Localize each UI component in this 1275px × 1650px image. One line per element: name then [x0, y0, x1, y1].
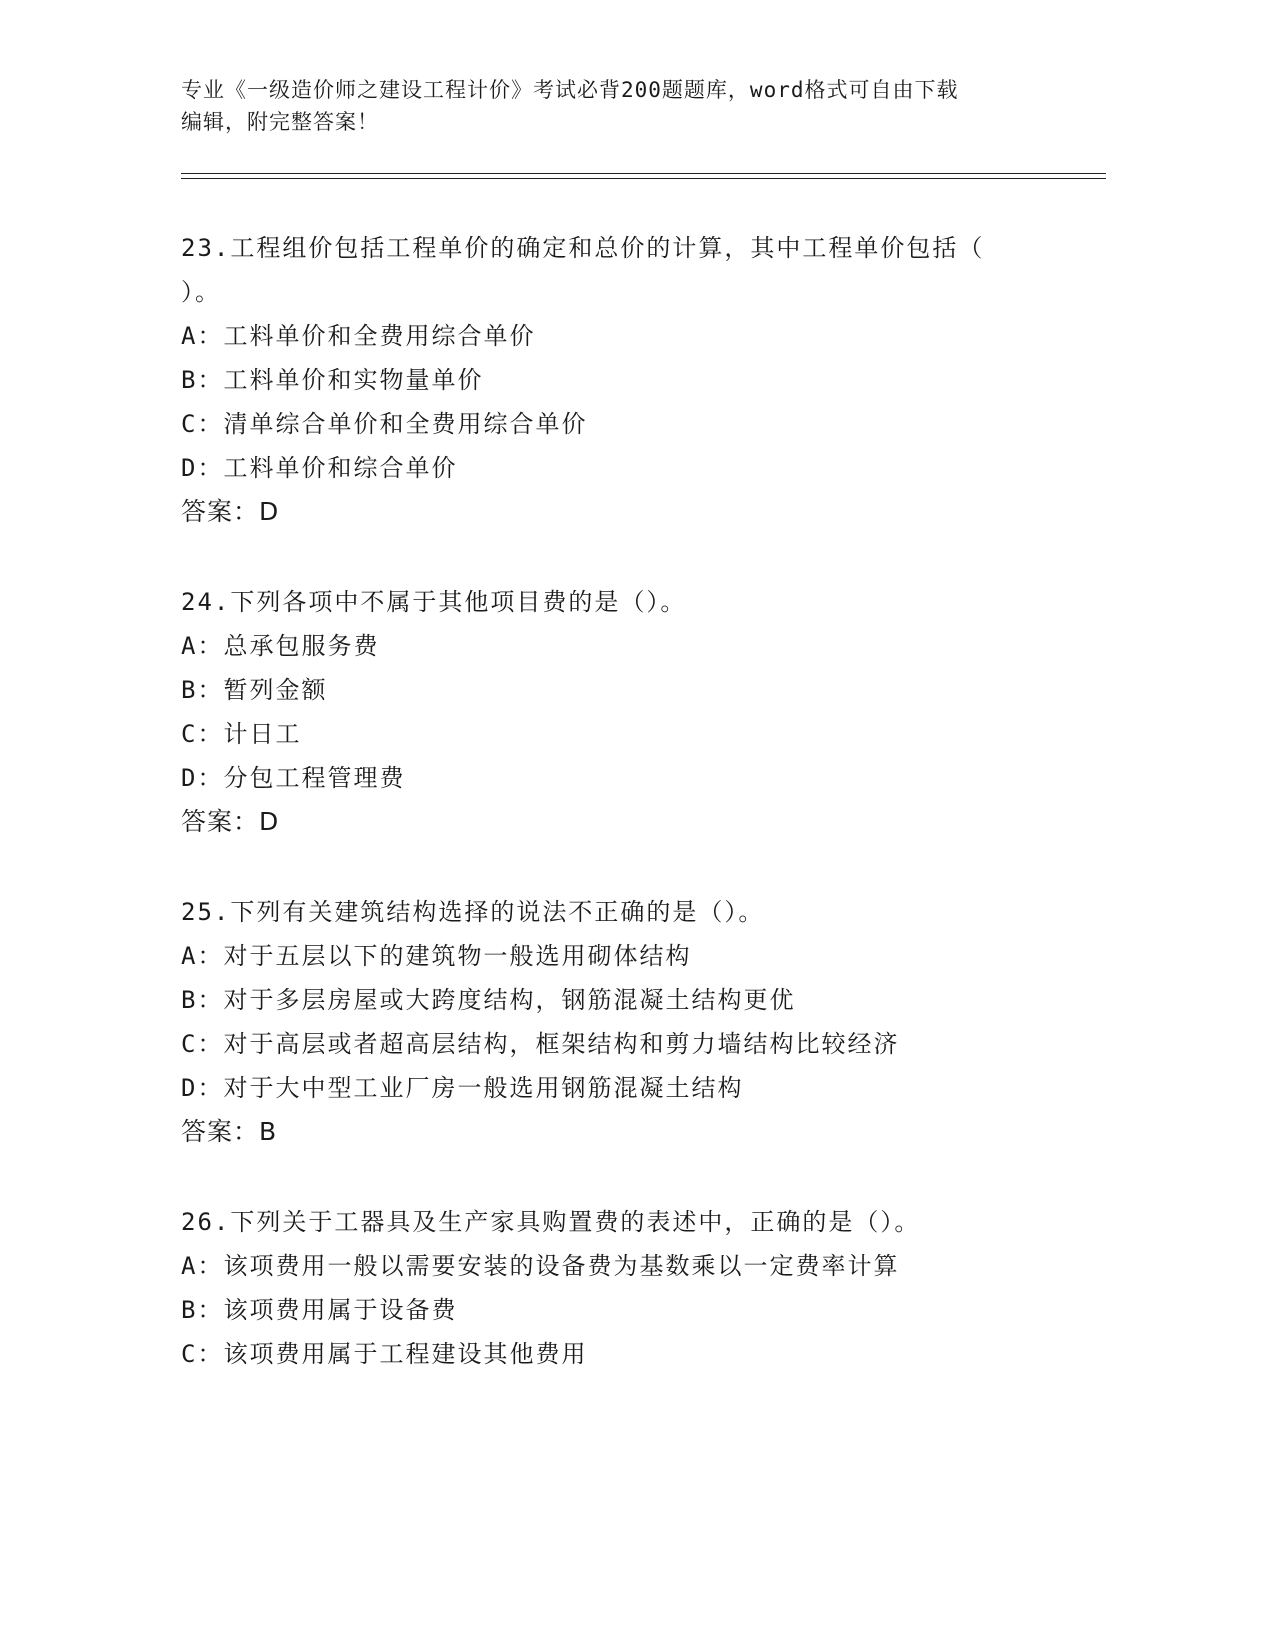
question-list	[181, 226, 1081, 1422]
option-d: D：对于大中型工业厂房一般选用钢筋混凝土结构	[181, 1074, 744, 1102]
option-d: D：工料单价和综合单价	[181, 454, 458, 482]
option-a: A：对于五层以下的建筑物一般选用砌体结构	[181, 942, 692, 970]
option-b: B：工料单价和实物量单价	[181, 366, 484, 394]
option-c: C：对于高层或者超高层结构，框架结构和剪力墙结构比较经济	[181, 1030, 900, 1058]
header-divider-top	[181, 173, 1106, 174]
header-divider-bottom	[181, 178, 1106, 179]
question-stem: 24.下列各项中不属于其他项目费的是（）。	[181, 588, 687, 616]
question-stem-continued: ）。	[181, 278, 221, 306]
question-25	[181, 890, 1081, 1154]
option-d: D：分包工程管理费	[181, 764, 406, 792]
option-b: B：暂列金额	[181, 676, 328, 704]
document-header	[181, 74, 1061, 138]
option-a: A：该项费用一般以需要安装的设备费为基数乘以一定费率计算	[181, 1252, 900, 1280]
answer-line: 答案：B	[181, 1117, 278, 1146]
option-a: A：工料单价和全费用综合单价	[181, 322, 536, 350]
header-line-2: 编辑，附完整答案！	[181, 110, 379, 134]
question-26	[181, 1200, 1081, 1376]
answer-line: 答案：D	[181, 807, 280, 836]
answer-line: 答案：D	[181, 497, 280, 526]
question-stem: 25.下列有关建筑结构选择的说法不正确的是（）。	[181, 898, 765, 926]
question-24	[181, 580, 1081, 844]
option-c: C：该项费用属于工程建设其他费用	[181, 1340, 588, 1368]
option-a: A：总承包服务费	[181, 632, 380, 660]
option-b: B：该项费用属于设备费	[181, 1296, 458, 1324]
option-c: C：清单综合单价和全费用综合单价	[181, 410, 588, 438]
header-line-1: 专业《一级造价师之建设工程计价》考试必背200题题库，word格式可自由下载	[181, 78, 959, 102]
question-23	[181, 226, 1081, 534]
question-stem: 26.下列关于工器具及生产家具购置费的表述中，正确的是（）。	[181, 1208, 921, 1236]
option-c: C：计日工	[181, 720, 302, 748]
option-b: B：对于多层房屋或大跨度结构，钢筋混凝土结构更优	[181, 986, 796, 1014]
question-stem: 23.工程组价包括工程单价的确定和总价的计算，其中工程单价包括（	[181, 234, 985, 262]
